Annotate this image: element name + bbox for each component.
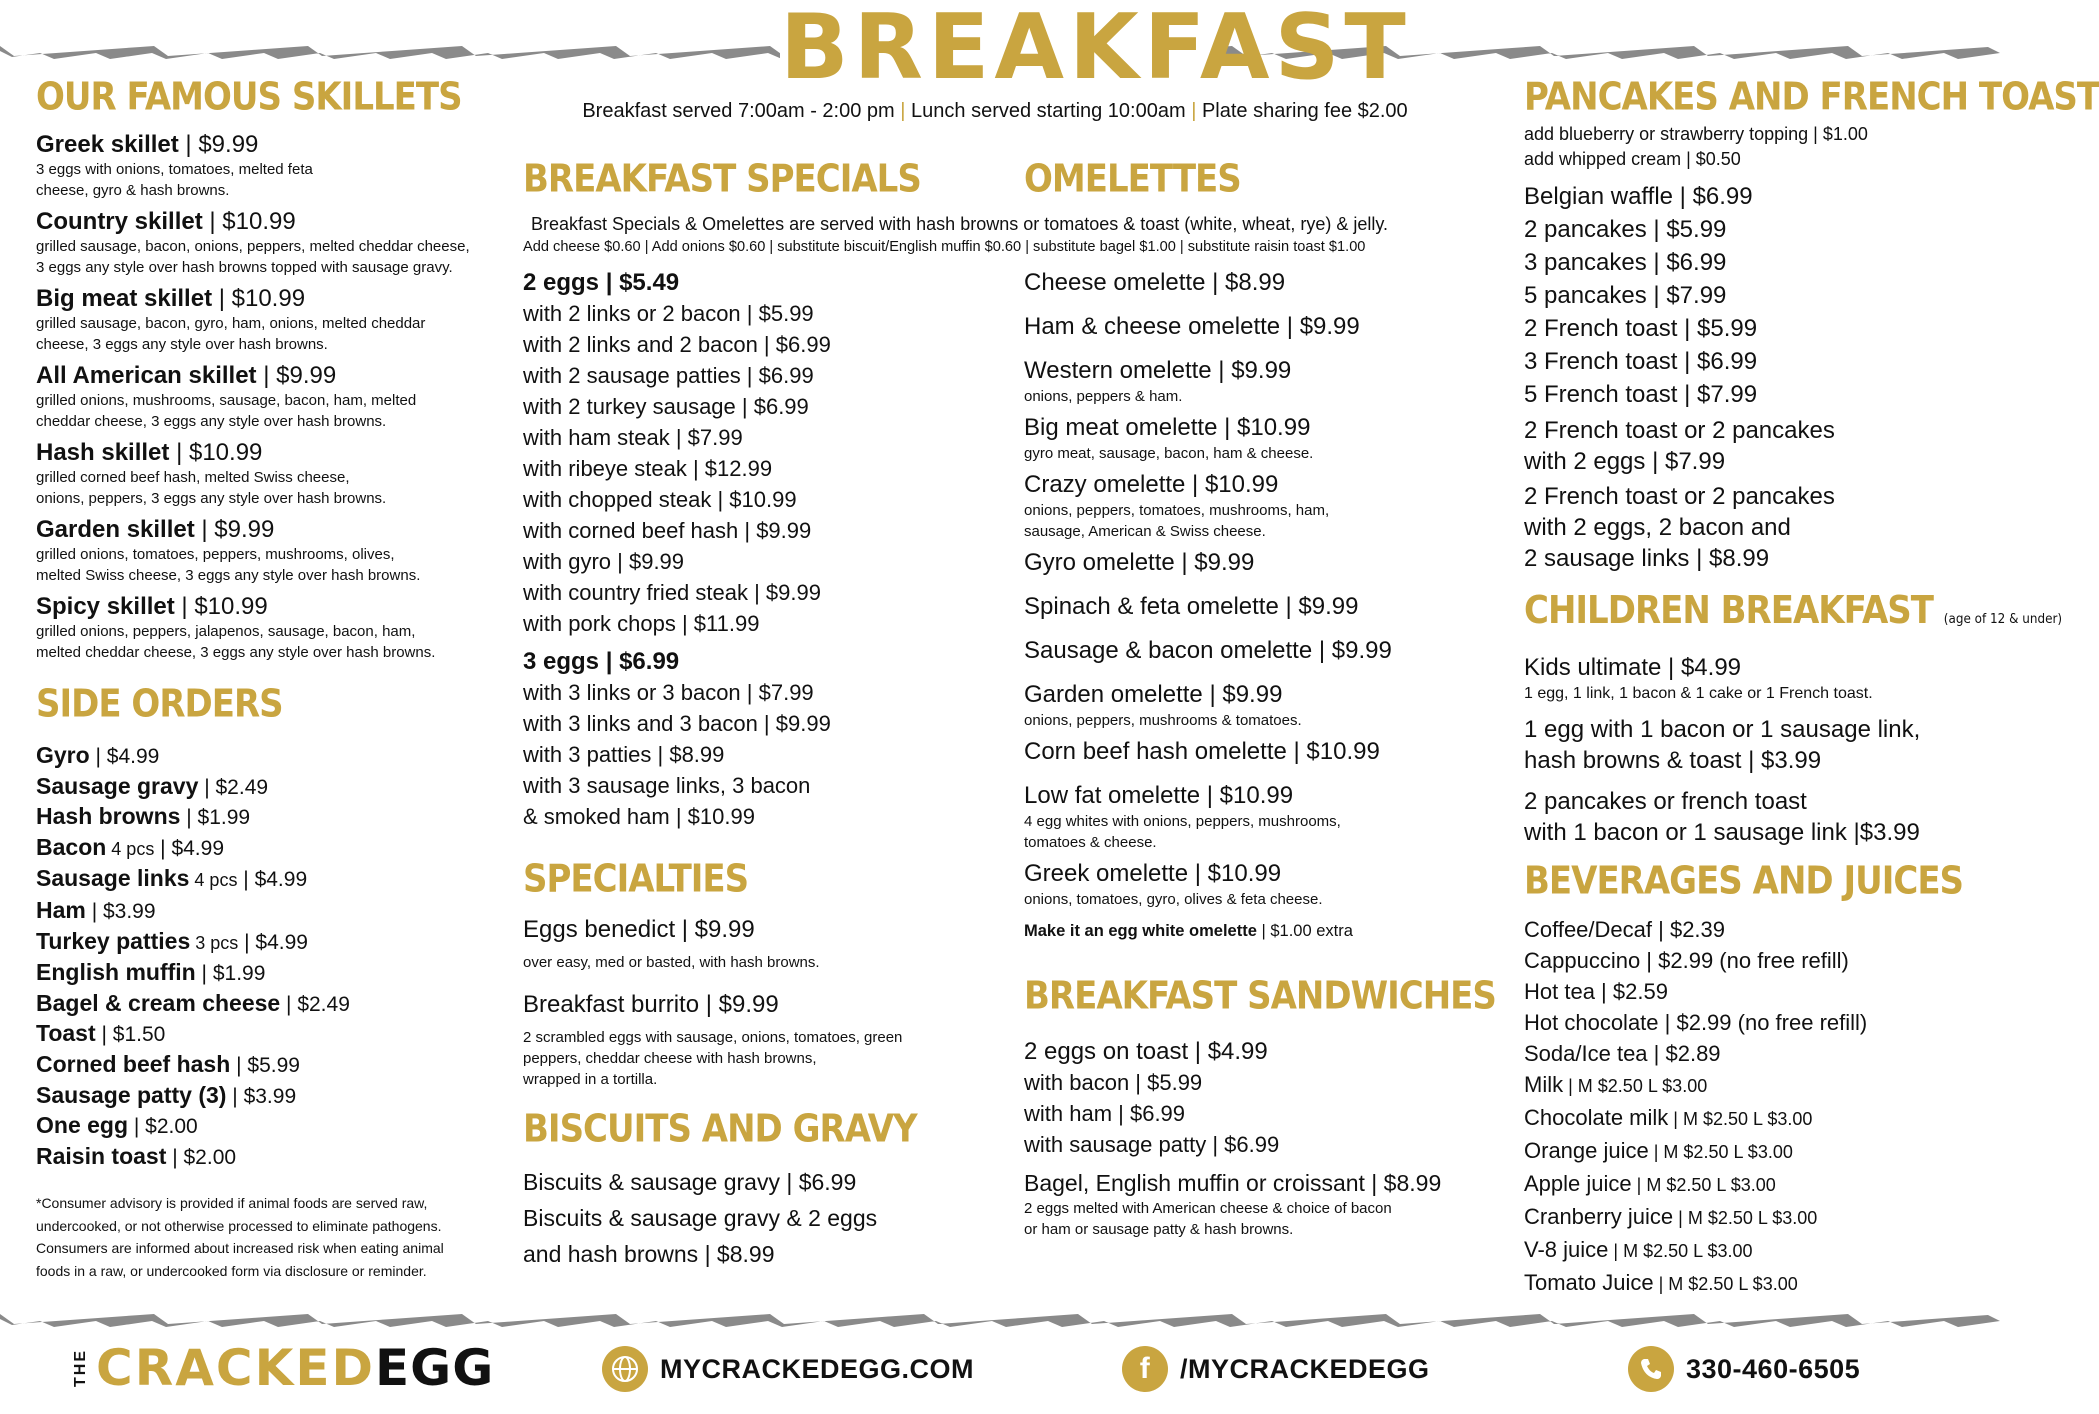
topping-note-1: add blueberry or strawberry topping | $1.00 [1524,124,1868,144]
side-price: | $1.50 [95,1023,166,1047]
side-order-item [36,989,506,1020]
skillet-title [36,592,506,621]
omelette-item [1024,268,1504,298]
beverage-price: | M $2.50 L $3.00 [1608,1241,1753,1261]
skillet-price: | $9.99 [178,131,259,158]
advisory-line: undercooked, or not otherwise processed to eliminate pathogens. [36,1217,442,1234]
specialty-name: Eggs benedict [523,916,676,943]
facebook-link[interactable]: f /MYCRACKEDEGG [1122,1346,1430,1392]
omelette-name: Garden omelette [1024,681,1203,708]
omelette-desc: onions, peppers & ham. [1024,388,1183,405]
skillet-price: | $10.99 [202,208,296,235]
sandwich-desc-line: 2 eggs melted with American cheese & choice of bacon [1024,1200,1392,1217]
omelette-title [1024,859,1504,889]
omelette-title [1024,680,1504,710]
specialty-item [523,987,1003,1090]
phone-link[interactable]: 330-460-6505 [1628,1346,1860,1392]
specialty-title [523,912,1003,948]
column-specials [523,268,1003,1272]
biscuits-item-2: Biscuits & sausage gravy & 2 eggs [523,1205,878,1231]
side-name: Ham [36,896,86,923]
beverage-item [1524,1234,1984,1267]
omelette-name: Sausage & bacon omelette [1024,637,1313,664]
pancake-item [1524,246,1984,279]
kids-item-3: 2 pancakes or french toast with 1 bacon or 1 sausage link |$3.99 [1524,788,1920,846]
skillet-desc: cheese, gyro & hash browns. [36,182,230,199]
side-name: Toast [36,1020,96,1047]
sandwich-eggs-on-toast: 2 eggs on toast | $4.99 [1024,1038,1268,1065]
pancake-price: | $7.99 [1677,381,1758,408]
omelette-title [1024,413,1504,443]
beverage-price: | $2.39 [1652,917,1726,942]
skillet-list [36,130,506,663]
pancake-combo-1: 2 French toast or 2 pancakes with 2 eggs | $7.99 [1524,417,1835,475]
pancake-item [1524,213,1984,246]
skillet-item [36,130,506,201]
side-order-item [36,772,506,803]
omelette-desc: tomatoes & cheese. [1024,834,1157,851]
topping-note-2: add whipped cream | $0.50 [1524,149,1741,169]
beverage-price: | M $2.50 L $3.00 [1673,1208,1818,1228]
side-price: | $2.00 [128,1115,198,1139]
side-order-item [36,1050,506,1081]
pancake-name: Belgian waffle [1524,183,1673,210]
omelette-name: Corn beef hash omelette [1024,738,1287,765]
skillet-desc: melted cheddar cheese, 3 eggs any style over hash browns. [36,644,436,661]
beverage-item [1524,976,1984,1007]
children-heading: CHILDREN BREAKFAST (age of 12 & under) [1524,588,2063,633]
pancakes-heading: PANCAKES AND FRENCH TOAST [1524,74,2099,120]
side-price: | $1.99 [180,806,251,830]
skillet-item [36,284,506,355]
omelette-item [1024,859,1504,910]
side-order-item [36,896,506,927]
sandwich-option: with sausage patty | $6.99 [1024,1132,1280,1157]
omelette-price: | $8.99 [1205,269,1286,296]
omelette-title [1024,356,1504,386]
skillet-desc: grilled sausage, bacon, gyro, ham, onions, melted cheddar [36,315,426,332]
omelette-title [1024,268,1504,298]
pancake-item [1524,345,1984,378]
beverage-item [1524,914,1984,945]
skillet-item [36,438,506,509]
kids-ultimate-desc: 1 egg, 1 link, 1 bacon & 1 cake or 1 French toast. [1524,685,1873,702]
side-name: Sausage gravy [36,772,199,799]
skillet-item [36,592,506,663]
advisory-line: *Consumer advisory is provided if animal foods are served raw, [36,1195,428,1212]
beverage-price: | $2.99 (no free refill) [1658,1010,1868,1035]
pancake-price: | $5.99 [1677,315,1758,342]
specialty-price: | $9.99 [699,991,779,1018]
special-option: with 3 patties | $8.99 [523,742,725,767]
omelette-item [1024,781,1504,853]
pancake-item [1524,180,1984,213]
omelette-list [1024,268,1504,910]
jagged-edge [0,1314,2000,1327]
beverage-name: Milk [1524,1072,1564,1097]
side-order-item [36,1081,506,1112]
specials-note-1: Breakfast Specials & Omelettes are served with hash browns or tomatoes & toast (white, wheat, rye) & jelly. [531,214,1389,234]
beverage-name: V-8 juice [1524,1237,1609,1262]
side-order-item [36,1019,506,1050]
breakfast-specials-heading: BREAKFAST SPECIALS [523,156,921,202]
skillet-desc: grilled onions, mushrooms, sausage, bacon, ham, melted [36,392,417,409]
side-price: | $2.49 [198,775,269,799]
beverage-price: | $2.99 (no free refill) [1640,948,1849,973]
special-option: with 2 turkey sausage | $6.99 [523,394,809,419]
pancake-item [1524,312,1984,345]
skillet-desc: cheese, 3 eggs any style over hash browns. [36,336,328,353]
column-omelettes [1024,268,1504,1240]
omelette-price: | $10.99 [1217,414,1311,441]
column-skillets-sides [36,74,506,1282]
sandwich-options [1024,1067,1504,1160]
beverage-item [1524,945,1984,976]
omelette-name: Spinach & feta omelette [1024,593,1279,620]
omelettes-heading: OMELETTES [1024,156,1241,202]
specials-note-2: Add cheese $0.60 | Add onions $0.60 | substitute biscuit/English muffin $0.60 | substitute bagel $1.00 | substitute raisin toast $1.00 [523,239,1366,255]
omelette-price: | $10.99 [1188,860,1282,887]
side-order-item [36,802,506,833]
pancake-name: 2 French toast [1524,315,1678,342]
bottom-jagged-border [0,1308,2000,1330]
side-price: | $2.49 [280,992,350,1016]
specialty-title [523,987,1003,1023]
biscuits-item-2-cont: and hash browns | $8.99 [523,1241,775,1267]
three-eggs-item: 3 eggs | $6.99 [523,648,680,675]
specialty-desc: peppers, cheddar cheese with hash browns, [523,1050,817,1067]
side-price: | $4.99 [89,745,160,768]
pancake-item [1524,279,1984,312]
skillet-price: | $9.99 [256,362,337,389]
three-eggs-options [523,677,1003,832]
side-name: Bagel & cream cheese [36,989,281,1016]
skillet-name: Spicy skillet [36,593,175,620]
pancake-price: | $6.99 [1677,348,1758,375]
side-price: | $2.00 [166,1145,237,1169]
omelette-item [1024,680,1504,731]
beverage-name: Hot tea [1524,979,1595,1004]
skillet-title [36,438,506,467]
menu-title: BREAKFAST [780,0,1411,100]
beverage-price: | M $2.50 L $3.00 [1653,1274,1798,1294]
omelette-item [1024,636,1504,666]
beverage-item [1524,1007,1984,1038]
omelette-title [1024,737,1504,767]
specialty-item [523,912,1003,973]
advisory-line: foods in a raw, or undercooked form via disclosure or reminder. [36,1262,427,1279]
specials-heading-wrap [523,156,983,204]
kids-ultimate: Kids ultimate | $4.99 [1524,654,1742,681]
skillet-desc: 3 eggs with onions, tomatoes, melted feta [36,161,313,178]
skillet-desc: grilled corned beef hash, melted Swiss cheese, [36,469,350,486]
skillet-item [36,207,506,278]
pancake-name: 5 French toast [1524,381,1678,408]
omelette-price: | $9.99 [1312,637,1392,664]
skillet-desc: grilled sausage, bacon, onions, peppers, melted cheddar cheese, [36,238,470,255]
skillets-heading: OUR FAMOUS SKILLETS [36,74,462,120]
omelette-item [1024,356,1504,407]
beverage-name: Hot chocolate [1524,1010,1659,1035]
special-option: with ham steak | $7.99 [523,425,743,450]
special-option: with 2 links and 2 bacon | $6.99 [523,332,831,357]
skillet-name: All American skillet [36,362,257,389]
omelettes-heading-wrap [1024,156,1484,204]
side-orders-list [36,741,506,1172]
special-option: with 2 links or 2 bacon | $5.99 [523,301,814,326]
side-name: Sausage links [36,865,190,892]
omelette-item [1024,592,1504,622]
special-option: & smoked ham | $10.99 [523,804,755,829]
beverage-item [1524,1135,1984,1168]
specialties-list [523,912,1003,1090]
side-name: Raisin toast [36,1142,167,1169]
side-order-item [36,864,506,896]
omelette-name: Western omelette [1024,357,1212,384]
facebook-icon: f [1122,1346,1168,1392]
beverage-price: | $2.59 [1594,979,1668,1004]
side-name: Sausage patty (3) [36,1081,227,1108]
side-price: | $5.99 [230,1053,300,1077]
omelette-name: Gyro omelette [1024,549,1175,576]
specialty-desc: over easy, med or basted, with hash browns. [523,954,820,971]
omelette-name: Greek omelette [1024,860,1189,887]
skillet-desc: grilled onions, tomatoes, peppers, mushrooms, olives, [36,546,395,563]
omelette-desc: onions, peppers, mushrooms & tomatoes. [1024,712,1302,729]
omelette-price: | $9.99 [1211,357,1292,384]
omelette-price: | $9.99 [1278,593,1359,620]
children-age-note: (age of 12 & under) [1943,610,2063,627]
skillet-desc: melted Swiss cheese, 3 eggs any style over hash browns. [36,567,421,584]
specialties-heading: SPECIALTIES [523,856,749,902]
pancake-price: | $6.99 [1646,249,1727,276]
skillet-title [36,130,506,159]
sandwiches-list [1024,1037,1504,1240]
omelette-title [1024,470,1504,500]
skillet-title [36,515,506,544]
specialty-desc: wrapped in a tortilla. [523,1071,658,1088]
footer [0,1330,2000,1414]
beverage-name: Apple juice [1524,1171,1632,1196]
omelette-title [1024,636,1504,666]
side-price: | $4.99 [237,868,308,892]
specials-notes [523,212,1513,258]
beverage-name: Orange juice [1524,1138,1649,1163]
skillet-item [36,361,506,432]
beverage-name: Chocolate milk [1524,1105,1669,1130]
special-option: with 2 sausage patties | $6.99 [523,363,814,388]
beverage-name: Cappuccino [1524,948,1641,973]
sandwich-option: with bacon | $5.99 [1024,1070,1203,1095]
side-order-item [36,1111,506,1142]
side-order-item [36,958,506,989]
pancake-list [1524,180,1984,411]
skillet-title [36,361,506,390]
omelette-item [1024,312,1504,342]
skillet-desc: onions, peppers, 3 eggs any style over hash browns. [36,490,387,507]
sandwich-bagel-desc [1024,1198,1504,1240]
beverage-item [1524,1267,1984,1300]
omelette-desc: sausage, American & Swiss cheese. [1024,523,1266,540]
beverage-item [1524,1038,1984,1069]
side-name: Hash browns [36,803,181,830]
omelette-title [1024,592,1504,622]
side-order-item [36,833,506,865]
special-option: with 3 links or 3 bacon | $7.99 [523,680,814,705]
skillet-desc: grilled onions, peppers, jalapenos, sausage, bacon, ham, [36,623,416,640]
two-eggs-item: 2 eggs | $5.49 [523,269,680,296]
side-name: One egg [36,1112,129,1139]
beverages-list [1524,914,1984,1300]
side-order-item [36,741,506,772]
omelette-price: | $9.99 [1280,313,1360,340]
specialty-desc: 2 scrambled eggs with sausage, onions, tomatoes, green [523,1029,903,1046]
side-name: English muffin [36,959,196,986]
pancake-combo-2: 2 French toast or 2 pancakes with 2 eggs, 2 bacon and 2 sausage links | $8.99 [1524,483,1835,572]
side-price: | $4.99 [154,836,225,860]
side-price: | $3.99 [226,1084,297,1108]
pancake-name: 2 pancakes [1524,216,1647,243]
beverage-name: Tomato Juice [1524,1270,1654,1295]
beverage-price: | M $2.50 L $3.00 [1668,1109,1813,1129]
omelette-price: | $9.99 [1202,681,1283,708]
side-name: Gyro [36,742,90,768]
omelette-price: | $9.99 [1174,549,1255,576]
skillet-desc: cheddar cheese, 3 eggs any style over hash browns. [36,413,387,430]
pancake-price: | $5.99 [1646,216,1727,243]
omelette-title [1024,312,1504,342]
pancake-name: 5 pancakes [1524,282,1647,309]
globe-icon [602,1346,648,1392]
pancake-name: 3 French toast [1524,348,1678,375]
biscuits-heading: BISCUITS AND GRAVY [523,1106,917,1152]
skillet-title [36,284,506,313]
beverage-item [1524,1168,1984,1201]
omelette-price: | $10.99 [1185,471,1279,498]
skillet-name: Garden skillet [36,516,195,543]
omelette-price: | $10.99 [1286,738,1380,765]
omelette-desc: onions, peppers, tomatoes, mushrooms, ham, [1024,502,1330,519]
beverage-item [1524,1201,1984,1234]
website-link[interactable]: MYCRACKEDEGG.COM [602,1346,974,1392]
beverage-name: Soda/Ice tea [1524,1041,1648,1066]
skillet-name: Hash skillet [36,439,170,466]
skillet-price: | $10.99 [174,593,268,620]
sandwich-option: with ham | $6.99 [1024,1101,1186,1126]
skillet-name: Big meat skillet [36,285,213,312]
skillet-name: Country skillet [36,208,203,235]
beverage-price: | M $2.50 L $3.00 [1631,1175,1776,1195]
special-option: with ribeye steak | $12.99 [523,456,773,481]
beverage-name: Cranberry juice [1524,1204,1674,1229]
biscuits-item-1: Biscuits & sausage gravy | $6.99 [523,1169,857,1195]
beverage-name: Coffee/Decaf [1524,917,1653,942]
side-price: | $3.99 [85,899,156,923]
children-list [1524,653,1984,848]
pancake-price: | $7.99 [1646,282,1727,309]
serving-hours: Breakfast served 7:00am - 2:00 pm | Lunch served starting 10:00am | Plate sharing fee $2.00 [582,100,1408,122]
side-orders-heading: SIDE ORDERS [36,681,283,727]
side-order-item [36,1142,506,1173]
side-price: | $4.99 [238,930,308,954]
omelette-desc: gyro meat, sausage, bacon, ham & cheese. [1024,445,1314,462]
omelette-name: Big meat omelette [1024,414,1218,441]
special-option: with corned beef hash | $9.99 [523,518,812,543]
beverage-price: | M $2.50 L $3.00 [1563,1076,1708,1096]
special-option: with country fried steak | $9.99 [523,580,821,605]
skillet-desc: 3 eggs any style over hash browns topped with sausage gravy. [36,259,453,276]
pancake-item [1524,378,1984,411]
beverage-price: | M $2.50 L $3.00 [1648,1142,1793,1162]
pancake-name: 3 pancakes [1524,249,1647,276]
cracked-egg-logo: THE CRACKED EGG [72,1339,495,1397]
phone-icon [1628,1346,1674,1392]
sandwich-desc-line: or ham or sausage patty & hash browns. [1024,1221,1294,1238]
beverage-item [1524,1102,1984,1135]
special-option: with chopped steak | $10.99 [523,487,797,512]
biscuits-list [523,1164,1003,1272]
sandwich-bagel: Bagel, English muffin or croissant | $8.99 [1024,1170,1442,1196]
omelette-item [1024,413,1504,464]
sandwiches-heading: BREAKFAST SANDWICHES [1024,973,1496,1019]
omelette-name: Crazy omelette [1024,471,1186,498]
egg-white-note: Make it an egg white omelette | $1.00 extra [1024,922,1353,940]
omelette-item [1024,470,1504,542]
side-name: Corned beef hash [36,1050,231,1077]
skillet-price: | $9.99 [194,516,275,543]
skillet-price: | $10.99 [169,439,263,466]
consumer-advisory [36,1192,506,1282]
omelette-desc: onions, tomatoes, gyro, olives & feta cheese. [1024,891,1323,908]
omelette-name: Cheese omelette [1024,269,1206,296]
side-price: | $1.99 [195,962,266,986]
beverage-price: | $2.89 [1647,1041,1721,1066]
kids-item-2: 1 egg with 1 bacon or 1 sausage link, hash browns & toast | $3.99 [1524,716,1921,774]
omelette-item [1024,737,1504,767]
side-qty: 4 pcs [189,870,238,891]
specialty-price: | $9.99 [675,916,755,943]
specialty-name: Breakfast burrito [523,991,700,1018]
side-name: Bacon [36,833,107,860]
skillet-title [36,207,506,236]
beverage-item [1524,1069,1984,1102]
omelette-title [1024,781,1504,811]
skillet-name: Greek skillet [36,131,179,158]
special-option: with 3 links and 3 bacon | $9.99 [523,711,831,736]
skillet-item [36,515,506,586]
omelette-title [1024,548,1504,578]
side-order-item [36,927,506,959]
skillet-price: | $10.99 [212,285,306,312]
column-pancakes-kids-drinks [1524,74,2099,1300]
side-qty: 3 pcs [190,932,239,953]
omelette-item [1024,548,1504,578]
beverages-heading: BEVERAGES AND JUICES [1524,858,1964,904]
side-name: Turkey patties [36,927,191,954]
advisory-line: Consumers are informed about increased risk when eating animal [36,1240,444,1257]
special-option: with gyro | $9.99 [523,549,685,574]
two-eggs-options [523,298,1003,639]
pancake-price: | $6.99 [1673,183,1753,210]
special-option: with 3 sausage links, 3 bacon [523,773,811,798]
omelette-price: | $10.99 [1200,782,1294,809]
omelette-desc: 4 egg whites with onions, peppers, mushrooms, [1024,813,1341,830]
side-qty: 4 pcs [106,838,155,859]
omelette-name: Low fat omelette [1024,782,1201,809]
special-option: with pork chops | $11.99 [523,611,760,636]
omelette-name: Ham & cheese omelette [1024,313,1281,340]
